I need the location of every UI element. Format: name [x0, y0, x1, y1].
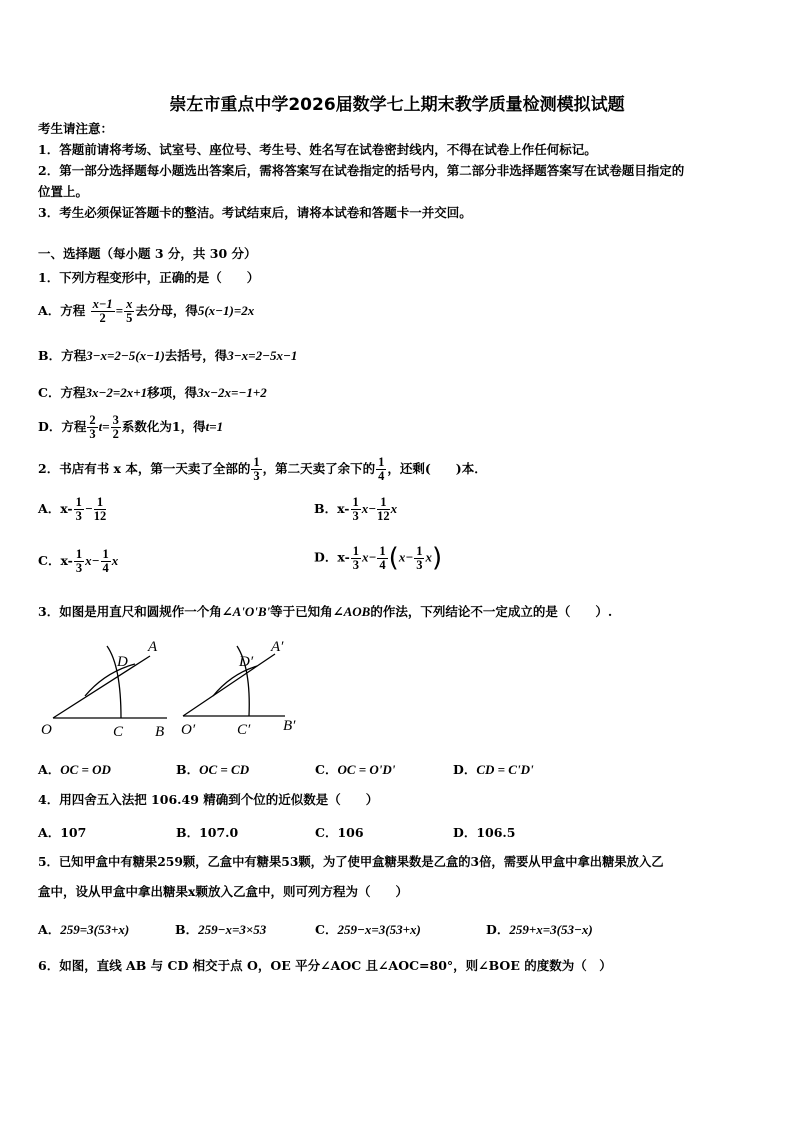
q3-construction-figure [35, 632, 315, 744]
label-a: A [148, 639, 158, 655]
q1-option-b: B．方程3−x=2−5(x−1)去括号，得3−x=2−5x−1 [38, 348, 298, 363]
q1-stem: 1．下列方程变形中，正确的是（ ） [38, 270, 260, 285]
notice-item-1: 1．答题前请将考场、试室号、座位号、考生号、姓名写在试卷密封线内，不得在试卷上作任何标记。 [38, 142, 597, 157]
label-a-prime: A′ [271, 639, 284, 655]
label-d-prime: D′ [239, 654, 254, 670]
q5-stem-line2: 盒中，设从甲盒中拿出糖果x颗放入乙盒中，则可列方程为（ ） [38, 884, 408, 899]
q5-option-a: A．259=3(53+x) [38, 922, 130, 937]
q2-option-b: B．x- $\frac{1}{3}$ x− $\frac{1}{12}$ x [314, 495, 398, 523]
q5-option-c: C．259−x=3(53+x) [315, 922, 421, 937]
fraction: $\frac{1}{3}$ [253, 455, 260, 483]
label-o: O [41, 722, 52, 738]
q4-stem: 4．用四舍五入法把 106.49 精确到个位的近似数是（ ） [38, 792, 379, 807]
q3-option-d: D．CD = C'D' [453, 762, 534, 777]
q1-option-d: D．方程 $\frac{2}{3}$ t= $\frac{3}{2}$ 系数化为1，得t=1 [38, 413, 224, 441]
fraction: $\frac{x-1}{2}$ [92, 297, 113, 325]
notice-item-2-cont: 位置上。 [38, 184, 89, 199]
q2-stem: 2．书店有书 x 本，第一天卖了全部的 $\frac{1}{3}$ ，第二天卖了余下的 $\frac{1}{4}$ ，还剩( )本． [38, 455, 487, 483]
q5-option-b: B．259−x=3×53 [175, 922, 267, 937]
label-b-prime: B′ [283, 718, 296, 734]
q5-option-d: D．259+x=3(53−x) [486, 922, 593, 937]
label-c: C [113, 724, 124, 740]
label-o-prime: O′ [181, 722, 196, 738]
figure-right [183, 646, 285, 716]
q4-option-c: C．106 [315, 825, 364, 840]
q2-option-a: A．x- $\frac{1}{3}$ − $\frac{1}{12}$ [38, 495, 107, 523]
q4-option-d: D．106.5 [453, 825, 516, 840]
ray-oa [53, 656, 150, 718]
page-title: 崇左市重点中学2026届数学七上期末教学质量检测模拟试题 [169, 95, 625, 115]
section-heading: 一、选择题（每小题 3 分，共 30 分） [38, 246, 257, 261]
q1-option-c: C．方程3x−2=2x+1移项，得3x−2x=−1+2 [38, 385, 267, 400]
notice-item-3: 3．考生必须保证答题卡的整洁。考试结束后，请将本试卷和答题卡一并交回。 [38, 205, 472, 220]
q2-option-c: C．x- $\frac{1}{3}$ x− $\frac{1}{4}$ x [38, 547, 119, 575]
label-b: B [155, 724, 165, 740]
label-c-prime: C′ [237, 722, 251, 738]
q3-option-a: A．OC = OD [38, 762, 111, 777]
fraction: $\frac{x}{5}$ [126, 297, 133, 325]
q6-stem: 6．如图，直线 AB 与 CD 相交于点 O，OE 平分∠AOC 且∠AOC=80°，则∠BOE 的度数为（ ） [38, 958, 612, 973]
fraction: $\frac{3}{2}$ [112, 413, 119, 441]
q3-option-b: B．OC = CD [176, 762, 250, 777]
q3-option-c: C．OC = O'D' [315, 762, 396, 777]
label-d: D [117, 654, 128, 670]
q3-stem: 3．如图是用直尺和圆规作一个角∠A'O'B'等于已知角∠AOB的作法，下列结论不一定成立的是（ ）. [38, 604, 613, 619]
q4-option-b: B．107.0 [176, 825, 239, 840]
q5-stem-line1: 5．已知甲盒中有糖果259颗，乙盒中有糖果53颗，为了使甲盒糖果数是乙盒的3倍，需要从甲盒中拿出糖果放入乙 [38, 854, 664, 869]
notice-heading: 考生请注意： [38, 121, 114, 136]
q2-option-d: D．x- $\frac{1}{3}$ x− $\frac{1}{4}$ (x− $\frac{1}{3}$ x) [314, 543, 443, 573]
q4-option-a: A．107 [38, 825, 87, 840]
q1-option-a: A．方程 $\frac{x-1}{2}$ = $\frac{x}{5}$ 去分母，得5(x−1)=2x [38, 297, 255, 325]
fraction: $\frac{2}{3}$ [89, 413, 96, 441]
figure-left [53, 646, 167, 718]
fraction: $\frac{1}{4}$ [378, 455, 385, 483]
ray-o2a2 [183, 654, 275, 716]
notice-item-2: 2．第一部分选择题每小题选出答案后，需将答案写在试卷指定的括号内，第二部分非选择题答案写在试卷题目指定的 [38, 163, 685, 178]
